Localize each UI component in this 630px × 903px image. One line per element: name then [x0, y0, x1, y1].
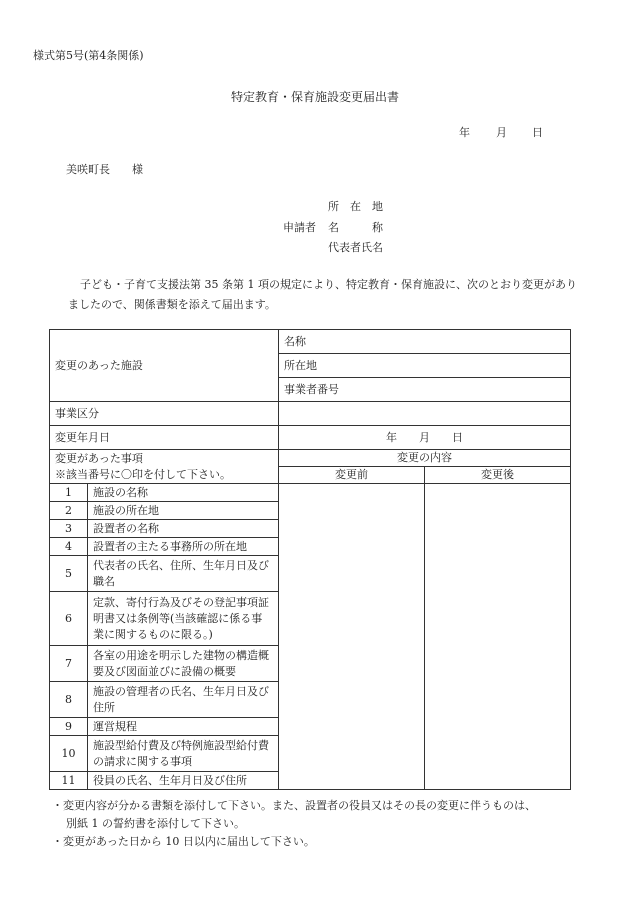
- date-year: 年: [459, 126, 470, 139]
- applicant-label: 申請者: [283, 221, 316, 234]
- business-type-label: 事業区分: [50, 402, 279, 426]
- facility-field-address: 所在地: [279, 354, 571, 378]
- item-text: 運営規程: [88, 718, 279, 736]
- item-number: 7: [50, 646, 88, 682]
- item-text: 施設の所在地: [88, 502, 279, 520]
- item-number: 2: [50, 502, 88, 520]
- item-text: 定款、寄付行為及びその登記事項証明書又は条例等(当該確認に係る事業に関するものに限る。): [88, 592, 279, 646]
- item-number: 9: [50, 718, 88, 736]
- item-text: 設置者の主たる事務所の所在地: [88, 538, 279, 556]
- item-number: 4: [50, 538, 88, 556]
- recipient: 美咲町長 様: [66, 163, 143, 176]
- item-text: 施設の名称: [88, 484, 279, 502]
- change-table: [49, 329, 571, 790]
- applicant-address-label: 所 在 地: [328, 200, 383, 213]
- date-month: 月: [496, 126, 507, 139]
- item-text: 役員の氏名、生年月日及び住所: [88, 772, 279, 790]
- item-text: 各室の用途を明示した建物の構造概要及び図面並びに設備の概要: [88, 646, 279, 682]
- facility-field-name: 名称: [279, 330, 571, 354]
- note-item: ・変更があった日から 10 日以内に届出して下さい。: [52, 835, 315, 848]
- before-label: 変更前: [279, 467, 425, 484]
- item-text: 設置者の名称: [88, 520, 279, 538]
- changed-items-note: ※該当番号に〇印を付して下さい。: [55, 467, 231, 481]
- item-number: 6: [50, 592, 88, 646]
- notes: [52, 797, 582, 851]
- business-type-value: [279, 402, 571, 426]
- note-item: ・変更内容が分かる書類を添付して下さい。また、設置者の役員又はその長の変更に伴うものは、: [52, 799, 536, 812]
- changed-items-header: [50, 450, 279, 484]
- before-content: [279, 484, 425, 790]
- item-number: 8: [50, 682, 88, 718]
- item-text: 施設の管理者の氏名、生年月日及び住所: [88, 682, 279, 718]
- item-number: 3: [50, 520, 88, 538]
- date-day: 日: [532, 126, 543, 139]
- facility-label: 変更のあった施設: [50, 330, 279, 402]
- item-text: 施設型給付費及び特例施設型給付費の請求に関する事項: [88, 736, 279, 772]
- item-number: 5: [50, 556, 88, 592]
- body-text: 子ども・子育て支援法第 35 条第 1 項の規定により、特定教育・保育施設に、次のとおり変更がありましたので、関係書類を添えて届出ます。: [68, 278, 577, 311]
- item-number: 1: [50, 484, 88, 502]
- note-item-continuation: 別紙 1 の誓約書を添付して下さい。: [66, 817, 245, 830]
- after-content: [425, 484, 571, 790]
- item-number: 11: [50, 772, 88, 790]
- change-content-label: 変更の内容: [279, 450, 571, 467]
- applicant-name-label: 名 称: [328, 221, 383, 234]
- change-date-label: 変更年月日: [50, 426, 279, 450]
- after-label: 変更後: [425, 467, 571, 484]
- page-title: 特定教育・保育施設変更届出書: [230, 90, 399, 104]
- applicant-representative-label: 代表者氏名: [328, 241, 383, 254]
- item-text: 代表者の氏名、住所、生年月日及び職名: [88, 556, 279, 592]
- change-date-value: 年 月 日: [279, 426, 571, 450]
- facility-field-business-number: 事業者番号: [279, 378, 571, 402]
- item-number: 10: [50, 736, 88, 772]
- changed-items-label: 変更があった事項: [55, 451, 143, 465]
- form-number: 様式第5号(第4条関係): [33, 49, 144, 62]
